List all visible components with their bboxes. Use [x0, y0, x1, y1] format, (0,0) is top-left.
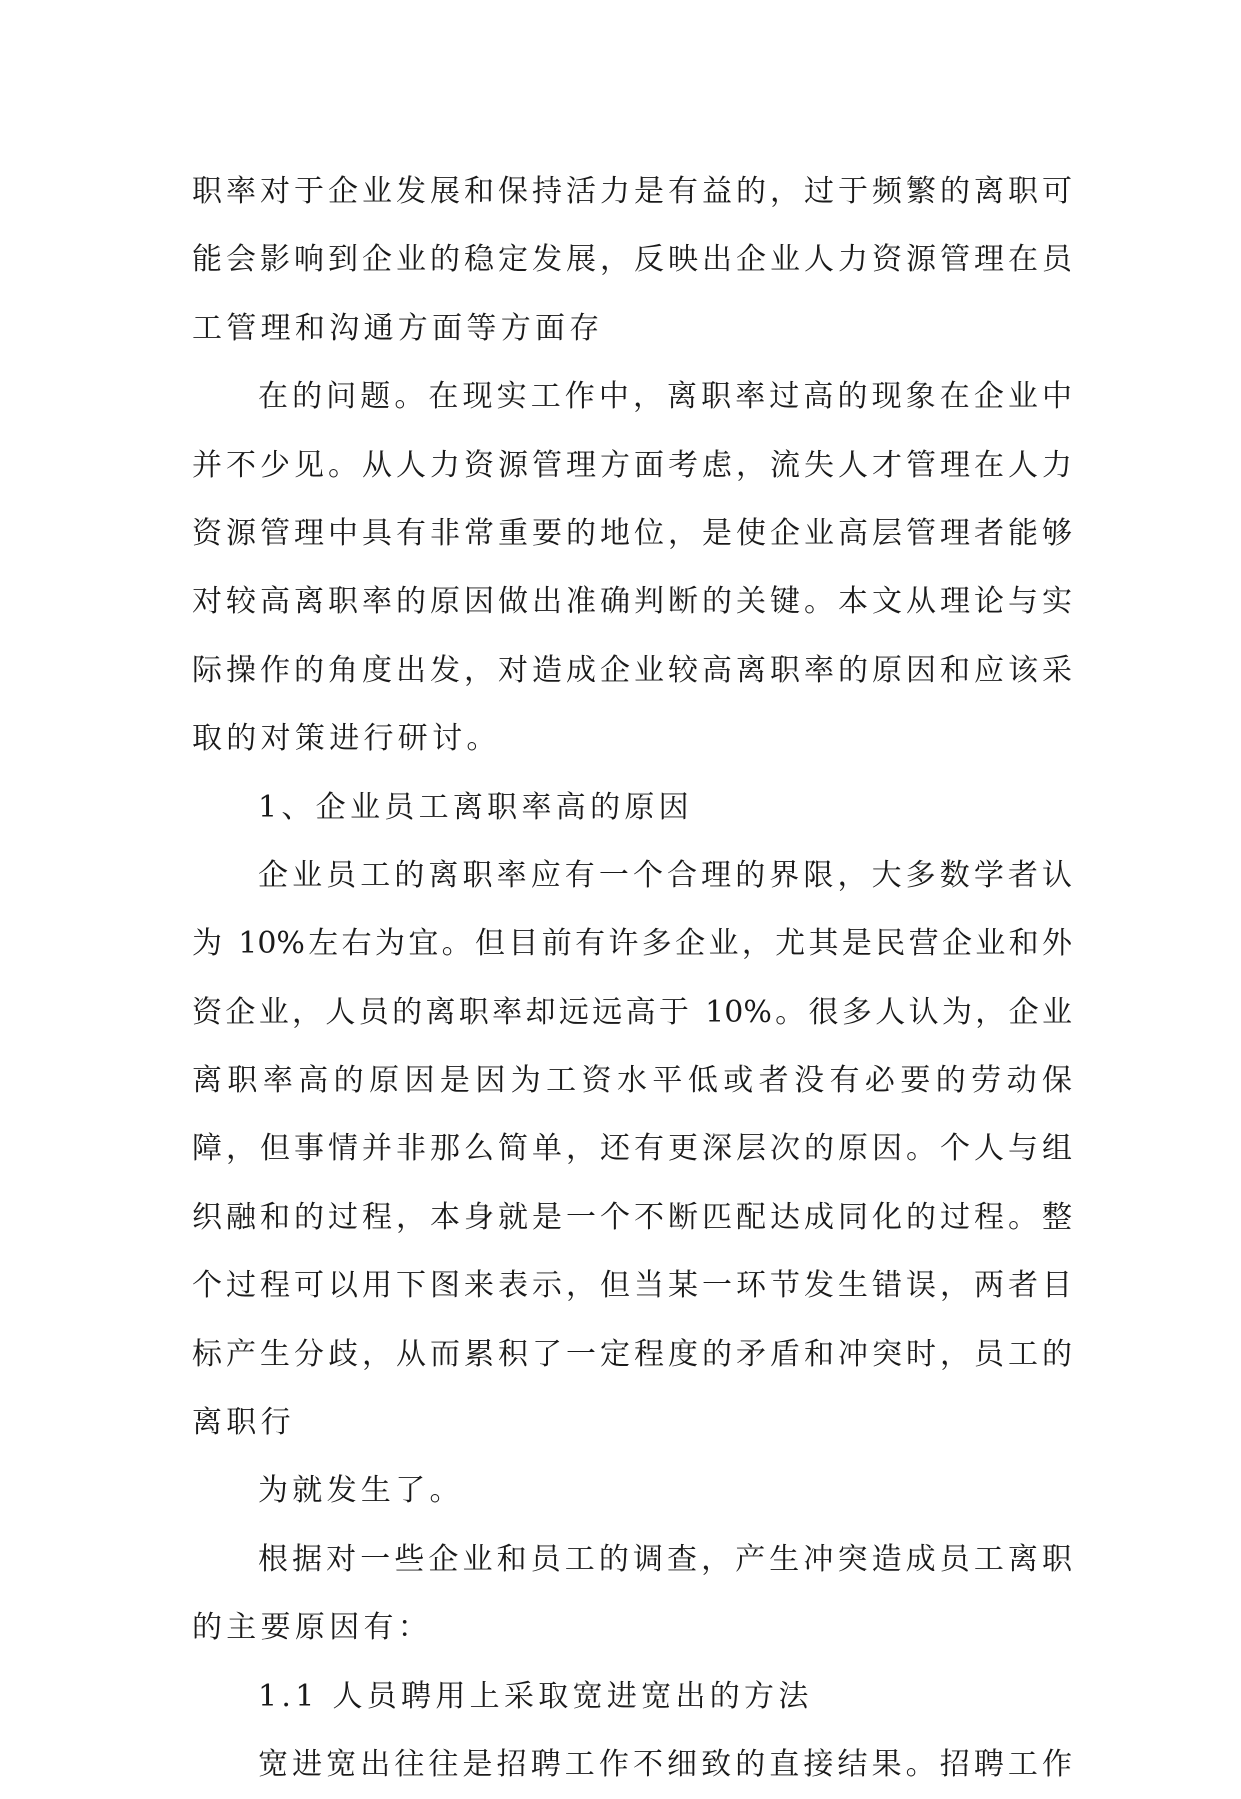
text-line: 为就发生了。 — [258, 1473, 464, 1509]
text-line: 为 10%左右为宜。但目前有许多企业，尤其是民营企业和外 — [192, 926, 1072, 962]
text-line: 织融和的过程，本身就是一个不断匹配达成同化的过程。整 — [192, 1199, 1072, 1235]
text-line: 际操作的角度出发，对造成企业较高离职率的原因和应该采 — [192, 652, 1072, 688]
text-line: 并不少见。从人力资源管理方面考虑，流失人才管理在人力 — [192, 447, 1072, 483]
text-line: 标产生分歧，从而累积了一定程度的矛盾和冲突时，员工的 — [192, 1336, 1072, 1372]
text-line: 资企业，人员的离职率却远远高于 10%。很多人认为，企业 — [192, 994, 1072, 1030]
section-heading: 1.1 人员聘用上采取宽进宽出的方法 — [258, 1678, 813, 1714]
text-line: 离职行 — [192, 1405, 295, 1441]
section-heading: 1、企业员工离职率高的原因 — [258, 789, 693, 825]
text-line: 宽进宽出往往是招聘工作不细致的直接结果。招聘工作 — [258, 1746, 1072, 1782]
body-text — [192, 158, 1072, 1799]
text-line: 根据对一些企业和员工的调查，产生冲突造成员工离职 — [258, 1541, 1072, 1577]
text-line: 能会影响到企业的稳定发展，反映出企业人力资源管理在员 — [192, 242, 1072, 278]
text-line: 资源管理中具有非常重要的地位，是使企业高层管理者能够 — [192, 515, 1072, 551]
text-line: 企业员工的离职率应有一个合理的界限，大多数学者认 — [258, 857, 1072, 893]
text-line: 对较高离职率的原因做出准确判断的关键。本文从理论与实 — [192, 584, 1072, 620]
text-line: 在的问题。在现实工作中，离职率过高的现象在企业中 — [258, 379, 1072, 415]
text-line: 障，但事情并非那么简单，还有更深层次的原因。个人与组 — [192, 1131, 1072, 1167]
text-line: 职率对于企业发展和保持活力是有益的，过于频繁的离职可 — [192, 174, 1072, 209]
text-line: 离职率高的原因是因为工资水平低或者没有必要的劳动保 — [192, 1063, 1072, 1099]
text-line: 的主要原因有： — [192, 1610, 433, 1646]
text-line: 工管理和沟通方面等方面存 — [192, 310, 604, 346]
text-line: 取的对策进行研讨。 — [192, 721, 501, 757]
text-line: 个过程可以用下图来表示，但当某一环节发生错误，两者目 — [192, 1268, 1072, 1304]
